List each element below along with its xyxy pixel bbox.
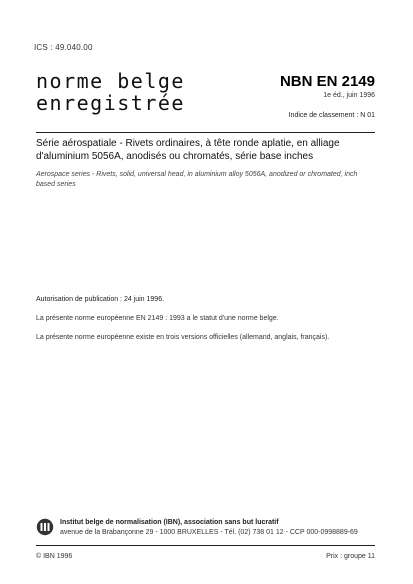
brand-line-2: enregistrée bbox=[36, 91, 185, 115]
standard-number: NBN EN 2149 bbox=[279, 73, 375, 90]
classification-index: Indice de classement : N 01 bbox=[288, 112, 375, 119]
versions-paragraph: La présente norme européenne existe en trois versions officielles (allemand, anglais, français). bbox=[36, 334, 330, 341]
publication-authorization: Autorisation de publication : 24 juin 1996. bbox=[36, 296, 165, 303]
institute-name: Institut belge de normalisation (IBN), association sans but lucratif bbox=[60, 519, 279, 526]
institute-address: avenue de la Brabançonne 29 - 1000 BRUXELLES - Tél. (02) 738 01 12 - CCP 000-0998889-69 bbox=[60, 529, 358, 536]
copyright: © IBN 1996 bbox=[36, 553, 73, 560]
brand-line-1: norme belge bbox=[36, 69, 185, 93]
header-divider bbox=[36, 132, 375, 133]
ics-code: ICS : 49.040.00 bbox=[34, 43, 93, 52]
document-title: Série aérospatiale - Rivets ordinaires, à tête ronde aplatie, en alliage d'aluminium 5056A, anodisés ou chromatés, série base inches bbox=[36, 138, 340, 162]
edition-date: 1e éd., juin 1996 bbox=[323, 92, 375, 99]
status-paragraph: La présente norme européenne EN 2149 : 1993 a le statut d'une norme belge. bbox=[36, 315, 279, 322]
document-subtitle-english: Aerospace series - Rivets, solid, universal head, in aluminium alloy 5056A, anodized or chromated, inch based series bbox=[36, 171, 358, 188]
price-group: Prix : groupe 11 bbox=[326, 553, 375, 560]
footer-divider bbox=[36, 545, 375, 546]
ibn-logo-icon bbox=[36, 518, 54, 536]
